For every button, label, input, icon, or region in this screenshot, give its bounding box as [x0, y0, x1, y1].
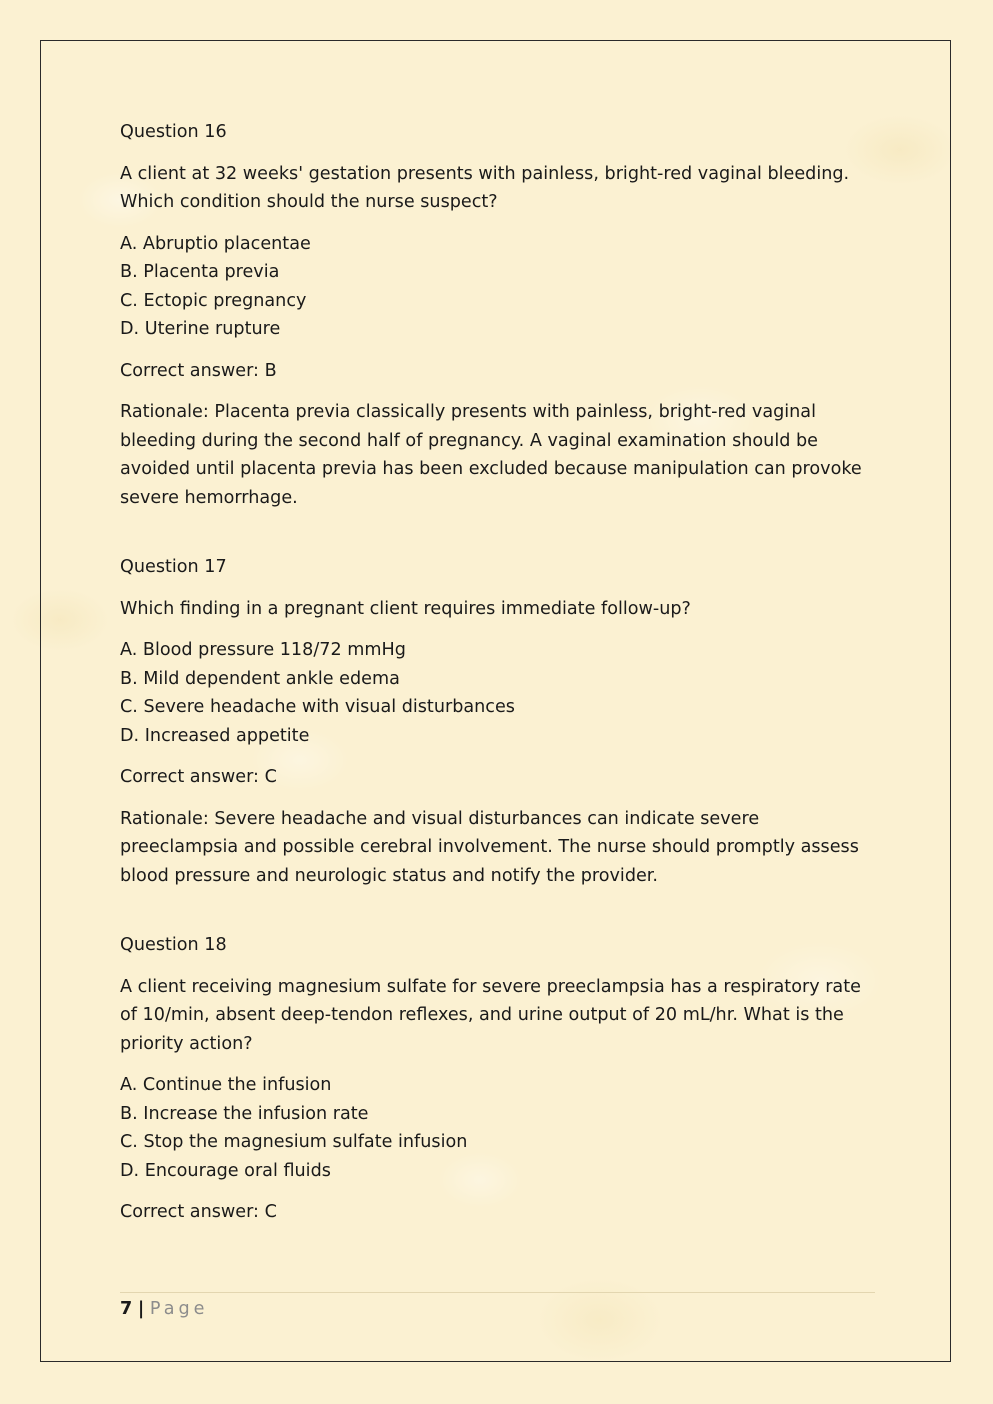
question-stem: A client receiving magnesium sulfate for severe preeclampsia has a respiratory rate of 10/min, absent deep-tendon reflexes, and urine output of 20 mL/hr. What is the priority action?	[120, 976, 861, 1054]
page-separator: |	[137, 1299, 145, 1319]
document-body	[120, 118, 880, 1227]
option-d: D. Uterine rupture	[120, 319, 281, 339]
option-a: A. Continue the infusion	[120, 1075, 332, 1095]
page-number: 7	[120, 1299, 133, 1319]
question-title: Question 18	[120, 935, 227, 955]
section-spacer	[120, 890, 880, 931]
section-spacer	[120, 512, 880, 553]
question-block-17	[120, 553, 880, 890]
question-title: Question 16	[120, 122, 227, 142]
question-block-16	[120, 118, 880, 512]
question-block-18	[120, 931, 880, 1227]
option-b: B. Placenta previa	[120, 262, 280, 282]
correct-answer: Correct answer: C	[120, 1202, 277, 1222]
question-title: Question 17	[120, 557, 227, 577]
option-a: A. Abruptio placentae	[120, 233, 311, 254]
question-stem: A client at 32 weeks' gestation presents with painless, bright-red vaginal bleeding. Which condition should the nurse suspect?	[120, 163, 850, 212]
rationale: Rationale: Placenta previa classically presents with painless, bright-red vaginal bleeding during the second half of pregnancy. A vaginal examination should be avoided until placenta previa has been excluded because manipulation can provoke severe hemorrhage.	[120, 402, 862, 508]
answer-options	[120, 636, 880, 750]
option-c: C. Ectopic pregnancy	[120, 290, 307, 311]
page-label: Page	[149, 1299, 209, 1319]
rationale: Rationale: Severe headache and visual disturbances can indicate severe preeclampsia and possible cerebral involvement. The nurse should promptly assess blood pressure and neurologic status and notify the provider.	[120, 808, 859, 886]
answer-options	[120, 230, 880, 344]
option-b: B. Increase the infusion rate	[120, 1103, 369, 1124]
option-a: A. Blood pressure 118/72 mmHg	[120, 640, 406, 660]
option-d: D. Encourage oral fluids	[120, 1160, 331, 1181]
option-b: B. Mild dependent ankle edema	[120, 668, 400, 689]
page-footer	[120, 1292, 875, 1323]
option-c: C. Stop the magnesium sulfate infusion	[120, 1132, 468, 1152]
question-stem: Which finding in a pregnant client requires immediate follow-up?	[120, 598, 691, 619]
option-c: C. Severe headache with visual disturbances	[120, 697, 515, 717]
correct-answer: Correct answer: B	[120, 360, 277, 381]
correct-answer: Correct answer: C	[120, 767, 277, 787]
option-d: D. Increased appetite	[120, 725, 310, 746]
answer-options	[120, 1071, 880, 1185]
